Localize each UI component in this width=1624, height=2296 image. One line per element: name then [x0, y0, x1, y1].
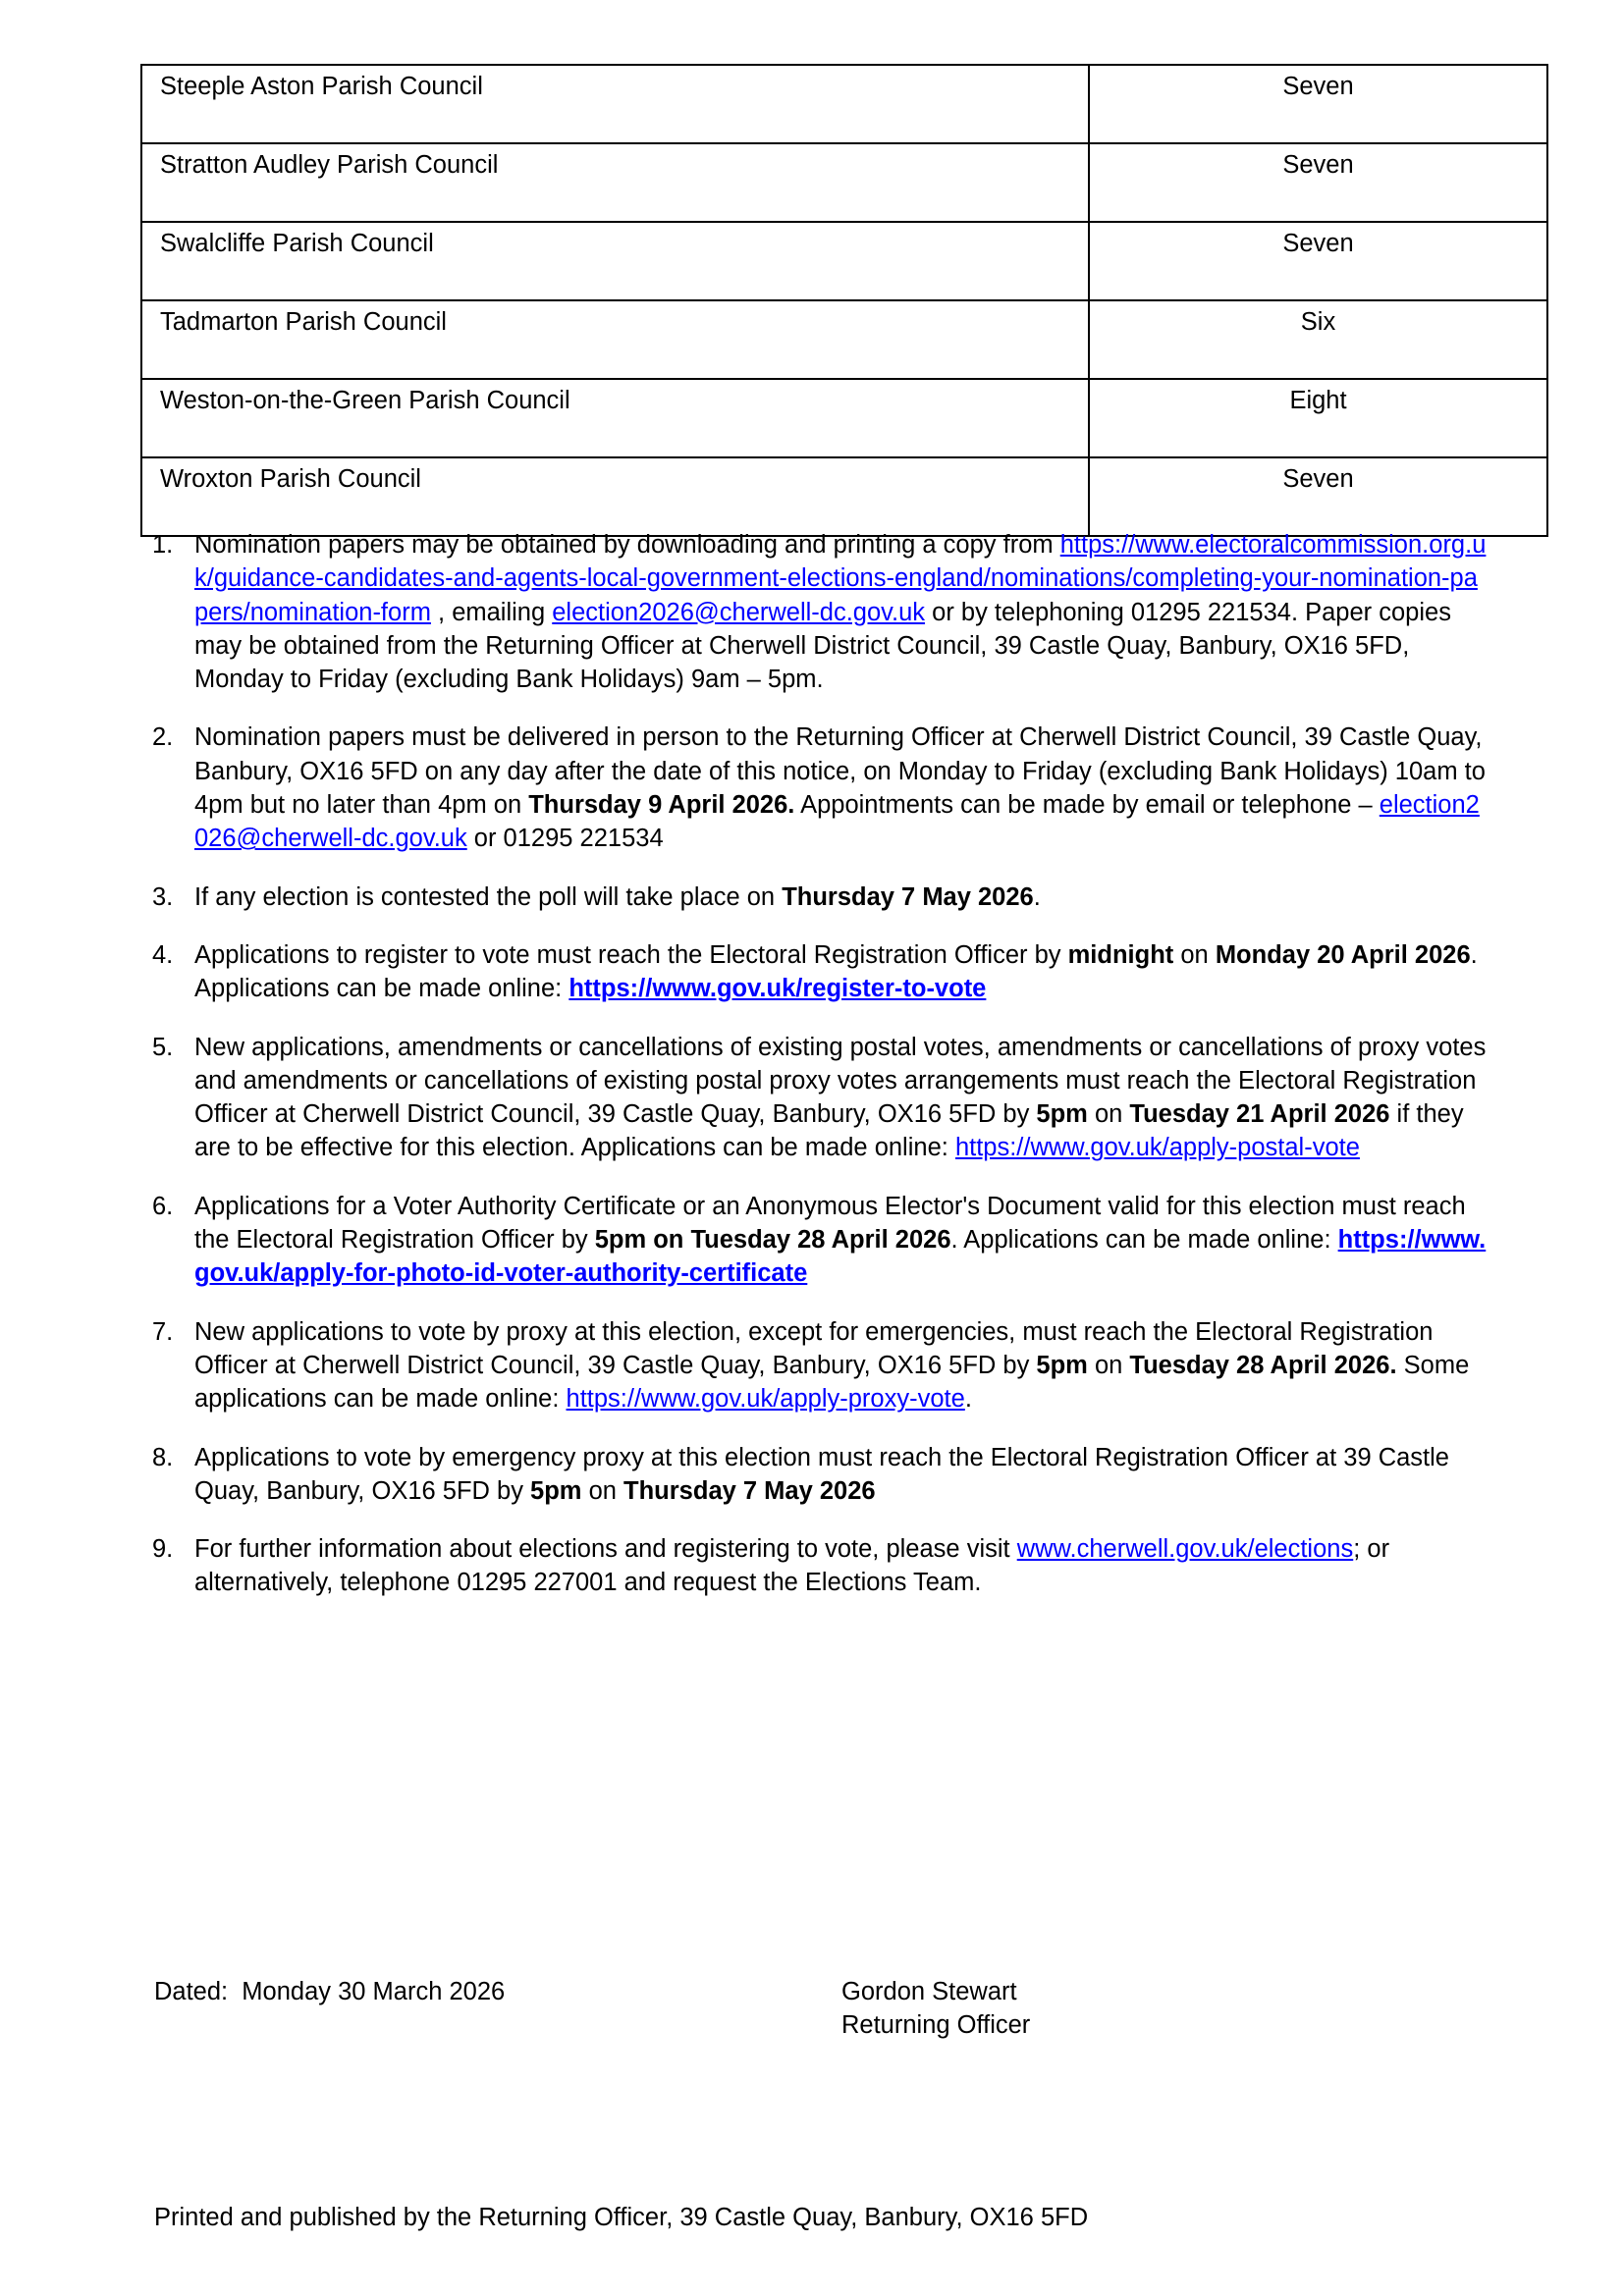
text-segment: if they are to be effective for this election. Applications can be made online:: [194, 1100, 1464, 1162]
table-row: [141, 222, 1547, 300]
text-segment: Applications to vote by emergency proxy at this election must reach the Electoral Registration Officer at 39 Castle Quay, Banbury, OX16 5FD by: [194, 1443, 1449, 1505]
signature-block: [154, 1975, 1431, 2043]
list-number: 7.: [152, 1317, 174, 1346]
council-count-cell: Six: [1089, 300, 1547, 379]
time-bold: 5pm: [1036, 1100, 1088, 1129]
list-item-4-body: [194, 938, 1488, 1006]
text-segment: Applications to register to vote must reach the Electoral Registration Officer by: [194, 940, 1068, 969]
text-segment: For further information about elections and registering to vote, please visit: [194, 1535, 1017, 1564]
text-segment: on: [1173, 940, 1216, 969]
text-segment: Nomination papers must be delivered in person to the Returning Officer at Cherwell District Council, 39 Castle Quay, Banbury, OX16 5FD on any day after the date of this notice, on Monday to Friday (excluding Bank Holidays) 10am to 4pm but no later than 4pm on: [194, 723, 1486, 820]
list-item-2-body: [194, 721, 1488, 855]
dated-spacer: [154, 2008, 841, 2042]
text-segment: .: [964, 1385, 972, 1414]
table-row: [141, 300, 1547, 379]
register-to-vote-link[interactable]: https://www.gov.uk/register-to-vote: [568, 975, 987, 1003]
council-name-cell: Steeple Aston Parish Council: [141, 65, 1089, 143]
list-number: 5.: [152, 1033, 174, 1061]
apply-voter-authority-certificate-link[interactable]: https://www.gov.uk/apply-for-photo-id-voter-authority-certificate: [194, 1226, 1487, 1288]
list-item-1: [152, 528, 1488, 696]
apply-postal-vote-link[interactable]: https://www.gov.uk/apply-postal-vote: [954, 1134, 1360, 1162]
list-number: 6.: [152, 1192, 174, 1220]
text-segment: on: [1087, 1351, 1130, 1379]
list-item-7-body: [194, 1315, 1488, 1416]
emergency-proxy-deadline-bold: Thursday 7 May 2026: [623, 1476, 876, 1505]
list-item-8-body: [194, 1441, 1488, 1509]
council-count-cell: Eight: [1089, 379, 1547, 457]
council-count-cell: Seven: [1089, 65, 1547, 143]
table-row: [141, 143, 1547, 222]
text-segment: Applications for a Voter Authority Certificate or an Anonymous Elector's Document valid for this election must reach the Electoral Registration Officer by: [194, 1192, 1466, 1255]
page-footer: Printed and published by the Returning Officer, 39 Castle Quay, Banbury, OX16 5FD: [154, 2204, 1089, 2231]
list-item-7: [152, 1315, 1488, 1416]
list-number: 2.: [152, 723, 174, 752]
council-count-cell: Seven: [1089, 143, 1547, 222]
list-item-3: [152, 881, 1488, 914]
list-item-5: [152, 1031, 1488, 1165]
council-count-cell: Seven: [1089, 457, 1547, 536]
deadline-date-bold: Thursday 9 April 2026.: [528, 791, 795, 820]
text-segment: New applications, amendments or cancellations of existing postal votes, amendments or cancellations of proxy votes and amendments or cancellations of existing postal proxy votes arrangements must reach the Electoral Registration Officer at Cherwell District Council, 39 Castle Quay, Banbury, OX16 5FD by: [194, 1033, 1487, 1129]
council-count-cell: Seven: [1089, 222, 1547, 300]
cherwell-elections-link[interactable]: www.cherwell.gov.uk/elections: [1016, 1535, 1354, 1564]
electoral-commission-nomination-form-link[interactable]: https://www.electoralcommission.org.uk/guidance-candidates-and-agents-local-government-elections-england/nominations/completing-your-nomination-papers/nomination-form: [194, 531, 1487, 626]
list-number: 4.: [152, 940, 174, 969]
text-segment: .: [1033, 882, 1041, 911]
council-name-cell: Wroxton Parish Council: [141, 457, 1089, 536]
table-row: [141, 379, 1547, 457]
list-item-6: [152, 1190, 1488, 1291]
table-row: [141, 65, 1547, 143]
list-item-9: [152, 1532, 1488, 1600]
text-segment: Nomination papers may be obtained by downloading and printing a copy from: [194, 531, 1060, 559]
list-item-8: [152, 1441, 1488, 1509]
election2026-email-link[interactable]: election2026@cherwell-dc.gov.uk: [194, 791, 1480, 853]
council-name-cell: Tadmarton Parish Council: [141, 300, 1089, 379]
text-segment: If any election is contested the poll will take place on: [194, 882, 783, 911]
council-name-cell: Weston-on-the-Green Parish Council: [141, 379, 1089, 457]
list-item-9-body: [194, 1532, 1488, 1600]
list-number: 3.: [152, 882, 174, 911]
list-number: 9.: [152, 1535, 174, 1564]
text-segment: ; or alternatively, telephone 01295 227001 and request the Elections Team.: [194, 1535, 1390, 1597]
text-segment: or 01295 221534: [466, 825, 664, 853]
text-segment: on: [581, 1476, 624, 1505]
list-item-6-body: [194, 1190, 1488, 1291]
notice-instructions-list: [152, 528, 1488, 1625]
apply-proxy-vote-link[interactable]: https://www.gov.uk/apply-proxy-vote: [566, 1385, 965, 1414]
list-number: 8.: [152, 1443, 174, 1471]
time-bold: 5pm: [1036, 1351, 1088, 1379]
list-item-1-body: [194, 528, 1488, 696]
list-item-4: [152, 938, 1488, 1006]
table-row: [141, 457, 1547, 536]
list-item-2: [152, 721, 1488, 855]
signature-row-2: [154, 2008, 1431, 2042]
text-segment: . Applications can be made online:: [194, 940, 1478, 1003]
midnight-bold: midnight: [1067, 940, 1174, 969]
returning-officer-role: Returning Officer: [841, 2011, 1031, 2040]
vac-deadline-bold: 5pm on Tuesday 28 April 2026: [594, 1226, 951, 1255]
returning-officer-name: Gordon Stewart: [841, 1978, 1017, 2005]
text-segment: , emailing: [430, 598, 553, 626]
council-name-cell: Stratton Audley Parish Council: [141, 143, 1089, 222]
parish-council-table: [140, 64, 1548, 537]
dated-line: Dated: Monday 30 March 2026: [154, 1978, 506, 2005]
time-bold: 5pm: [530, 1476, 582, 1505]
text-segment: Some applications can be made online:: [194, 1351, 1470, 1414]
text-segment: or by telephoning 01295 221534. Paper copies may be obtained from the Returning Officer at Cherwell District Council, 39 Castle Quay, Banbury, OX16 5FD, Monday to Friday (excluding Bank Holidays) 9am – 5pm.: [194, 598, 1451, 694]
table-body: [141, 65, 1547, 536]
poll-date-bold: Thursday 7 May 2026: [782, 882, 1034, 911]
list-item-3-body: [194, 881, 1488, 914]
list-item-5-body: [194, 1031, 1488, 1165]
text-segment: New applications to vote by proxy at this election, except for emergencies, must reach the Electoral Registration Officer at Cherwell District Council, 39 Castle Quay, Banbury, OX16 5FD by: [194, 1317, 1434, 1379]
election2026-email-link[interactable]: election2026@cherwell-dc.gov.uk: [552, 598, 926, 626]
text-segment: Appointments can be made by email or telephone –: [794, 791, 1380, 820]
signature-row-1: [154, 1975, 1431, 2008]
text-segment: . Applications can be made online:: [950, 1226, 1338, 1255]
register-deadline-bold: Monday 20 April 2026: [1215, 940, 1471, 969]
postal-deadline-bold: Tuesday 21 April 2026: [1129, 1100, 1390, 1129]
list-number: 1.: [152, 531, 174, 559]
council-name-cell: Swalcliffe Parish Council: [141, 222, 1089, 300]
text-segment: on: [1087, 1100, 1130, 1129]
proxy-deadline-bold: Tuesday 28 April 2026.: [1129, 1351, 1397, 1379]
